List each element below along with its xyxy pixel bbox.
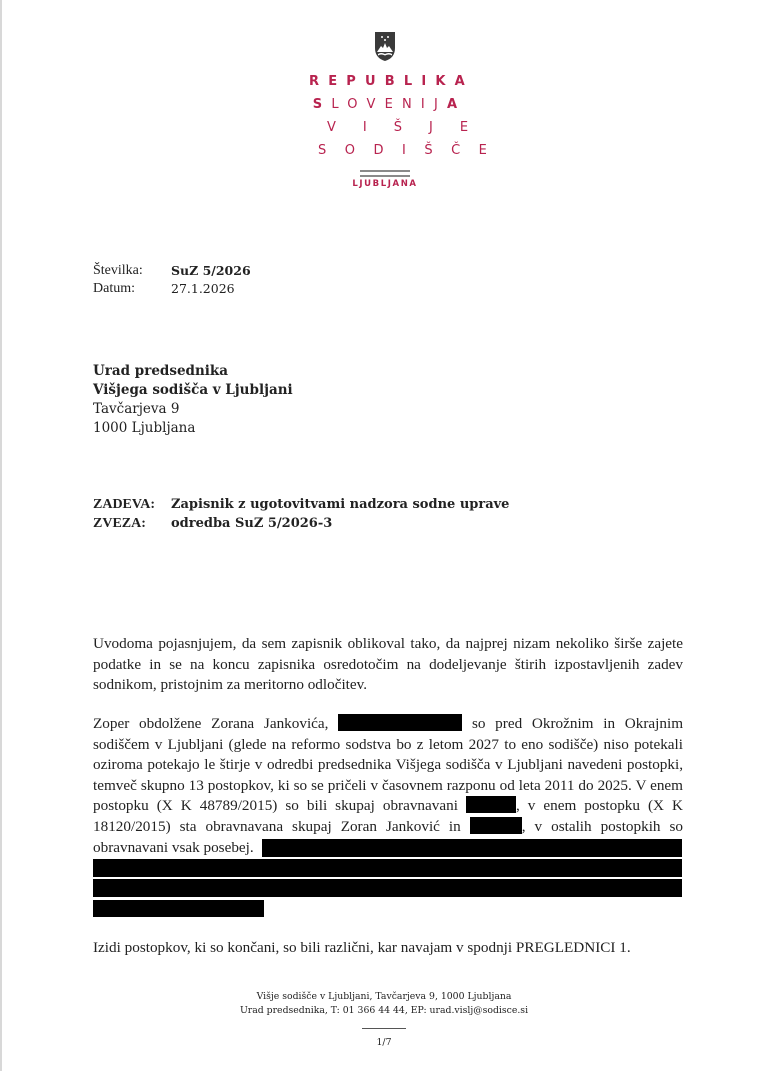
text-line: temveč skupno 13 postopkov, ki so se pričeli v časovnem razponu od leta 2011 do 2025. V enem — [93, 776, 683, 794]
coat-of-arms-slovenia-icon — [373, 30, 397, 62]
number-value: SuZ 5/2026 — [171, 263, 251, 278]
recipient-line1: Urad predsednika — [93, 363, 229, 379]
footer-divider — [362, 1028, 406, 1029]
logo-city: LJUBLJANA — [352, 179, 418, 189]
zadeva-value: Zapisnik z ugotovitvami nadzora sodne uprave — [171, 497, 510, 512]
text-line: sodiščem v Ljubljani (glede na reformo sodstva bo z letom 2027 to eno sodišče) niso potekali — [93, 735, 683, 753]
recipient-street: Tavčarjeva 9 — [93, 401, 180, 417]
logo-visje: VIŠJE — [327, 120, 496, 135]
document-meta — [93, 262, 251, 298]
date-label: Datum: — [93, 281, 135, 296]
zveza-label: ZVEZA: — [93, 516, 146, 531]
number-label: Številka: — [93, 263, 143, 278]
logo-divider — [360, 170, 410, 172]
paragraph-intro — [93, 634, 683, 696]
text-line: podatke in se na koncu zapisnika osredotočim na dodeljevanje štirih izpostavljenih zadev — [93, 655, 683, 673]
subject-block — [93, 495, 509, 533]
redaction — [93, 879, 682, 897]
redaction — [470, 817, 522, 834]
redaction — [93, 900, 264, 917]
zveza-value: odredba SuZ 5/2026-3 — [171, 516, 333, 531]
logo-republika: REPUBLIKA — [309, 74, 474, 89]
redaction — [93, 859, 682, 877]
redaction — [466, 796, 516, 813]
redaction — [262, 839, 682, 857]
court-logo — [300, 30, 506, 189]
page-edge — [0, 0, 2, 1071]
logo-slovenija: SLOVENIJA — [312, 97, 467, 112]
footer-address: Višje sodišče v Ljubljani, Tavčarjeva 9, 1000 Ljubljana — [256, 991, 512, 1002]
text-line: oziroma potekajo le štirje v odredbi predsednika Višjega sodišča v Ljubljani navedeni postopki, — [93, 756, 683, 774]
page-number: 1/7 — [376, 1037, 392, 1048]
redaction — [338, 714, 462, 731]
text-line: Izidi postopkov, ki so končani, so bili različni, kar navajam v spodnji PREGLEDNICI 1. — [93, 939, 631, 956]
paragraph-proceedings — [93, 714, 683, 858]
logo-sodisce: SODIŠČE — [318, 143, 506, 158]
page-footer — [0, 990, 768, 1050]
text-line: sodnikom, pristojnim za meritorno odločitev. — [93, 676, 368, 694]
date-value: 27.1.2026 — [171, 281, 235, 296]
text-line: 18120/2015) sta obravnavana skupaj Zoran Janković in , v ostalih postopkih so — [93, 817, 683, 835]
footer-contact: Urad predsednika, T: 01 366 44 44, EP: urad.vislj@sodisce.si — [239, 1005, 529, 1016]
recipient-address — [93, 362, 293, 438]
recipient-line2: Višjega sodišča v Ljubljani — [93, 382, 293, 398]
paragraph-outcomes — [93, 938, 683, 959]
text-line: Zoper obdolžene Zorana Jankovića, so pred Okrožnim in Okrajnim — [93, 715, 684, 732]
text-line: postopku (X K 48789/2015) so bili skupaj obravnavani , v enem postopku (X K — [93, 797, 684, 815]
text-line: obravnavani vsak posebej. — [93, 838, 254, 856]
text-line: Uvodoma pojasnjujem, da sem zapisnik oblikoval tako, da najprej nizam nekoliko širše zajete — [93, 635, 683, 652]
recipient-city: 1000 Ljubljana — [93, 420, 196, 436]
zadeva-label: ZADEVA: — [93, 497, 155, 512]
